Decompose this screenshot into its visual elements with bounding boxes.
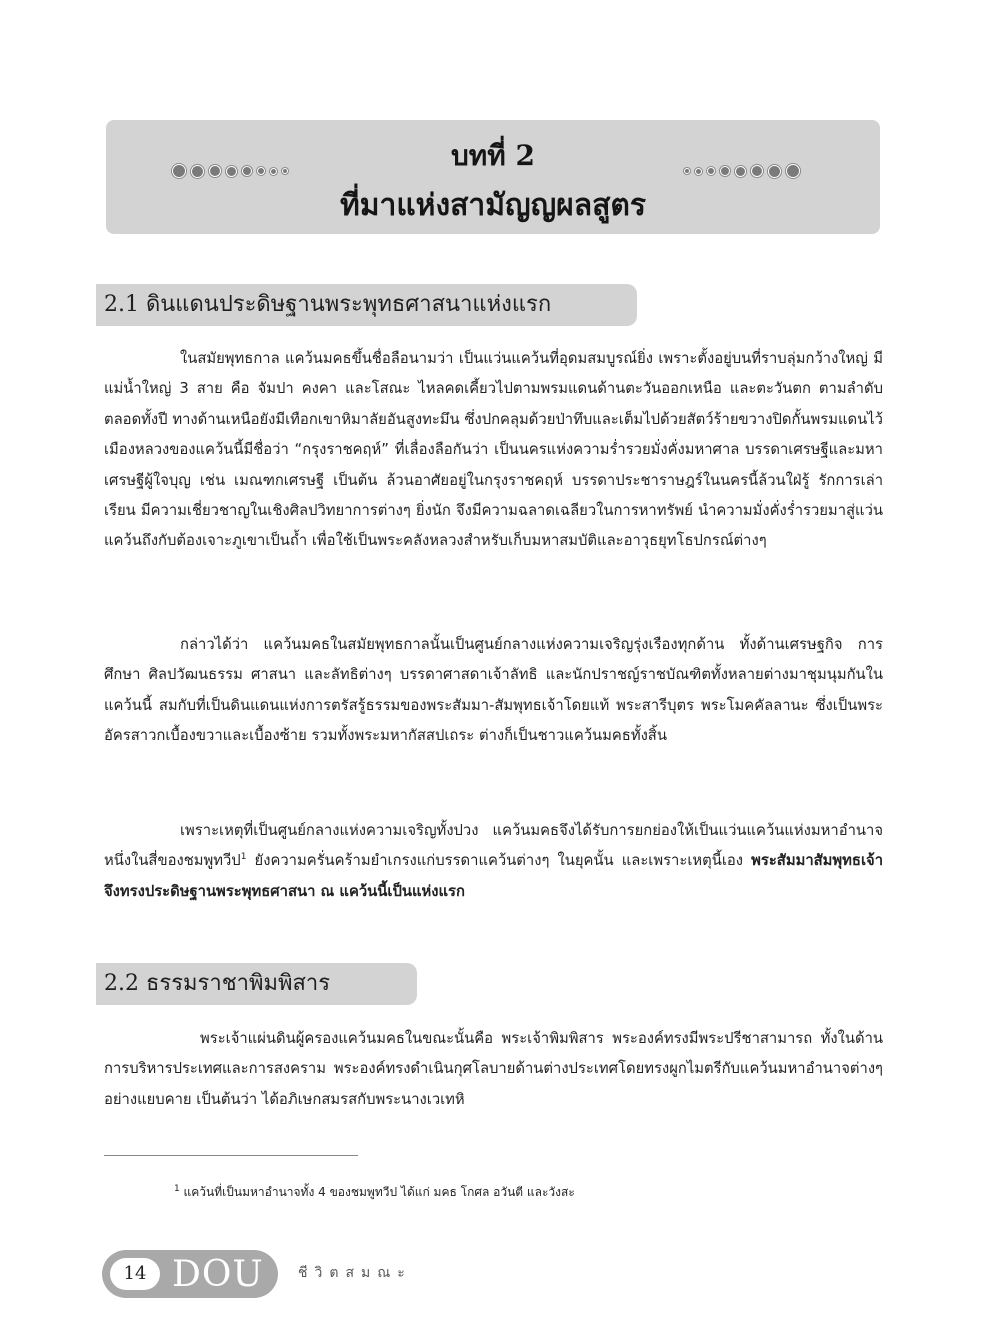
footnote [174,1183,575,1202]
paragraph-text: เพราะเหตุที่เป็นศูนย์กลางแห่งความเจริญทั้งปวง แคว้นมคธจึงได้รับการยกย่องให้เป็นแว่นแคว้นแห่งมหาอำนาจ หนึ่งในสี่ของชมพูทวีป [104,822,883,870]
chapter-title: ที่มาแห่งสามัญญผลสูตร [339,188,647,223]
paragraph-text: ยังความครั่นคร้ามยำเกรงแก่บรรดาแคว้นต่างๆ ในยุคนั้น และเพราะเหตุนี้เอง [246,852,752,870]
emphasized-text: พระสัมมาสัมพุทธเจ้าจึงทรงประดิษฐานพระพุทธศาสนา ณ แคว้นนี้เป็นแห่งแรก [104,852,883,900]
dou-logo: DOU [172,1254,264,1295]
decorative-dots-right [684,164,800,178]
footer-badge [102,1250,278,1298]
footnote-reference[interactable]: 1 [240,852,247,863]
paragraph: ในสมัยพุทธกาล แคว้นมคธขึ้นชื่อลือนามว่า เป็นแว่นแคว้นที่อุดมสมบูรณ์ยิ่ง เพราะตั้งอยู่บนที่ราบลุ่มกว้างใหญ่ มีแม่น้ำใหญ่ 3 สาย คือ จัมปา คงคา และโสณะ ไหลคดเคี้ยวไปตามพรมแดนด้านตะวันออกเหนือ และตะวันตก ตามลำดับตลอดทั้งปี ทางด้านเหนือยังมีเทือกเขาหิมาลัยอันสูงทะมึน ซึ่งปกคลุมด้วยป่าทึบและเต็มไปด้วยสัตว์ร้ายขวางปิดกั้นพรมแดนไว้ เมืองหลวงของแคว้นนี้มีชื่อว่า “กรุงราชคฤห์” ที่เลื่องลือกันว่า เป็นนครแห่งความร่ำรวยมั่งคั่งมหาศาล บรรดาเศรษฐีและมหาเศรษฐีผู้ใจบุญ เช่น เมณฑกเศรษฐี เป็นต้น ล้วนอาศัยอยู่ในกรุงราชคฤห์ บรรดาประชาราษฎร์ในนครนี้ล้วนใฝ่รู้ รักการเล่าเรียน มีความเชี่ยวชาญในเชิงศิลปวิทยาการต่างๆ ยิ่งนัก จึงมีความฉลาดเฉลียวในการหาทรัพย์ นำความมั่งคั่งร่ำรวยมาสู่แว่นแคว้นถึงกับต้องเจาะภูเขาเป็นถ้ำ เพื่อใช้เป็นพระคลังหลวงสำหรับเก็บมหาสมบัติและอาวุธยุทโธปกรณ์ต่างๆ [104,350,883,550]
paragraph: พระเจ้าแผ่นดินผู้ครองแคว้นมคธในขณะนั้นคือ พระเจ้าพิมพิสาร พระองค์ทรงมีพระปรีชาสามารถ ทั้งในด้านการบริหารประเทศและการสงคราม พระองค์ทรงดำเนินกุศโลบายด้านต่างประเทศโดยทรงผูกไมตรีกับแคว้นมหาอำนาจต่างๆ อย่างแยบคาย เป็นต้นว่า ได้อภิเษกสมรสกับพระนางเวเทหิ [104,1030,883,1108]
running-footer-title: ชีวิตสมณะ [298,1265,412,1281]
chapter-banner [106,120,880,234]
page-number: 14 [110,1258,160,1290]
section-heading-2-1: 2.1 ดินแดนประดิษฐานพระพุทธศาสนาแห่งแรก [96,284,637,326]
section-heading-2-2: 2.2 ธรรมราชาพิมพิสาร [96,963,417,1005]
footnote-text: แคว้นที่เป็นมหาอำนาจทั้ง 4 ของชมพูทวีป ได้แก่ มคธ โกศล อวันตี และวังสะ [179,1185,575,1199]
footnote-divider [104,1155,358,1156]
footnote-marker: 1 [174,1184,180,1194]
paragraph [104,816,883,907]
chapter-number: บทที่ 2 [451,139,535,172]
paragraph: กล่าวได้ว่า แคว้นมคธในสมัยพุทธกาลนั้นเป็นศูนย์กลางแห่งความเจริญรุ่งเรืองทุกด้าน ทั้งด้านเศรษฐกิจ การศึกษา ศิลปวัฒนธรรม ศาสนา และลัทธิต่างๆ บรรดาศาสดาเจ้าลัทธิ และนักปราชญ์ราชบัณฑิตทั้งหลายต่างมาชุมนุมกันในแคว้นนี้ สมกับที่เป็นดินแดนแห่งการตรัสรู้ธรรมของพระสัมมา-สัมพุทธเจ้าโดยแท้ พระสารีบุตร พระโมคคัลลานะ ซึ่งเป็นพระอัครสาวกเบื้องขวาและเบื้องซ้าย รวมทั้งพระมหากัสสปเถระ ต่างก็เป็นชาวแคว้นมคธทั้งสิ้น [104,636,883,745]
